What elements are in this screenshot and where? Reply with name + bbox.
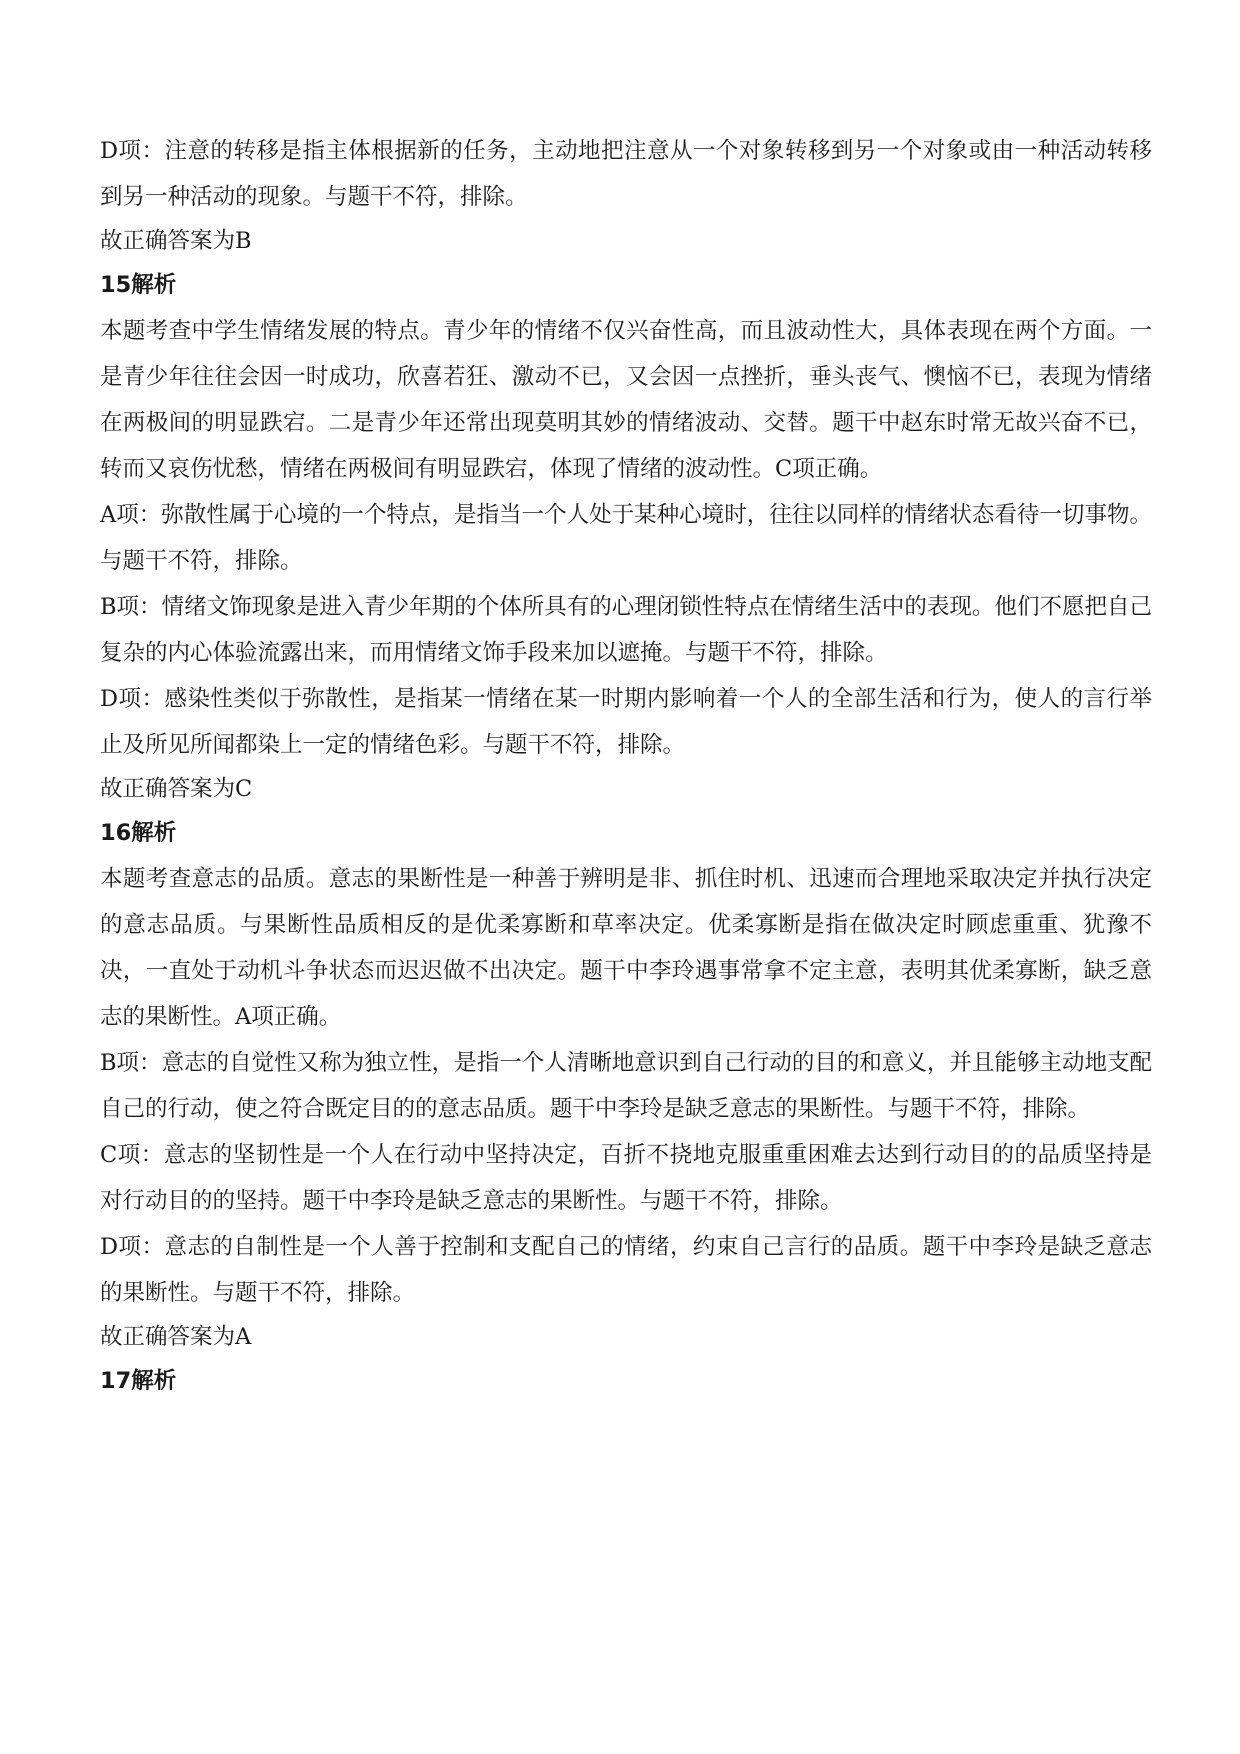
paragraph-option-b: B项：意志的自觉性又称为独立性，是指一个人清晰地意识到自己行动的目的和意义，并且能够主动地支配自己的行动，使之符合既定目的的意志品质。题干中李玲是缺乏意志的果断性。与题干不符，排除。 [100, 1050, 1152, 1122]
paragraph-option-b: B项：情绪文饰现象是进入青少年期的个体所具有的心理闭锁性特点在情绪生活中的表现。他们不愿把自己复杂的内心体验流露出来，而用情绪文饰手段来加以遮掩。与题干不符，排除。 [100, 594, 1152, 666]
paragraph-option-d: D项：注意的转移是指主体根据新的任务，主动地把注意从一个对象转移到另一个对象或由一种活动转移到另一种活动的现象。与题干不符，排除。 [100, 138, 1152, 210]
paragraph-intro: 本题考查中学生情绪发展的特点。青少年的情绪不仅兴奋性高，而且波动性大，具体表现在两个方面。一是青少年往往会因一时成功，欣喜若狂、激动不已，又会因一点挫折，垂头丧气、懊恼不已，表现为情绪在两极间的明显跌宕。二是青少年还常出现莫明其妙的情绪波动、交替。题干中赵东时常无故兴奋不已，转而又哀伤忧愁，情绪在两极间有明显跌宕，体现了情绪的波动性。C项正确。 [100, 318, 1152, 482]
paragraph-option-c: C项：意志的坚韧性是一个人在行动中坚持决定，百折不挠地克服重重困难去达到行动目的的品质坚持是对行动目的的坚持。题干中李玲是缺乏意志的果断性。与题干不符，排除。 [100, 1142, 1152, 1214]
paragraph-option-d: D项：意志的自制性是一个人善于控制和支配自己的情绪，约束自己言行的品质。题干中李玲是缺乏意志的果断性。与题干不符，排除。 [100, 1234, 1152, 1306]
section-heading-16: 16解析 [100, 820, 177, 846]
answer-line: 故正确答案为C [100, 776, 253, 802]
paragraph-option-d: D项：感染性类似于弥散性，是指某一情绪在某一时期内影响着一个人的全部生活和行为，使人的言行举止及所见所闻都染上一定的情绪色彩。与题干不符，排除。 [100, 686, 1152, 758]
document-page [100, 128, 1152, 1404]
answer-line: 故正确答案为A [100, 1324, 252, 1350]
answer-line: 故正确答案为B [100, 228, 252, 254]
paragraph-intro: 本题考查意志的品质。意志的果断性是一种善于辨明是非、抓住时机、迅速而合理地采取决定并执行决定的意志品质。与果断性品质相反的是优柔寡断和草率决定。优柔寡断是指在做决定时顾虑重重、犹豫不决，一直处于动机斗争状态而迟迟做不出决定。题干中李玲遇事常拿不定主意，表明其优柔寡断，缺乏意志的果断性。A项正确。 [100, 866, 1152, 1030]
section-heading-15: 15解析 [100, 272, 177, 298]
section-heading-17: 17解析 [100, 1368, 177, 1394]
paragraph-option-a: A项：弥散性属于心境的一个特点，是指当一个人处于某种心境时，往往以同样的情绪状态看待一切事物。与题干不符，排除。 [100, 502, 1152, 574]
